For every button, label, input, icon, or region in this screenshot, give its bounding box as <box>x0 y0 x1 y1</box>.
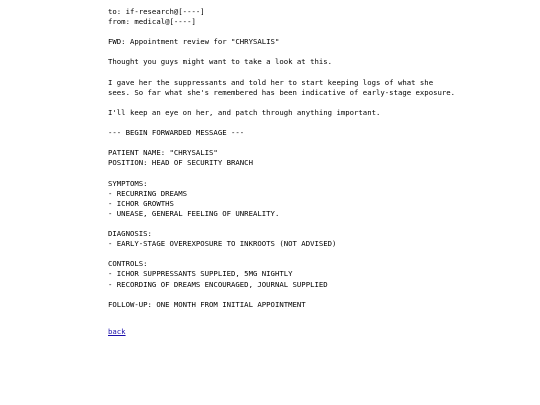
to-address: to: if-research@[----] <box>108 7 205 16</box>
email-document <box>108 7 528 337</box>
spacer <box>108 310 528 327</box>
spacer <box>108 27 528 37</box>
spacer <box>108 138 528 148</box>
diagnosis-item: - EARLY-STAGE OVEREXPOSURE TO INKROOTS (NOT ADVISED) <box>108 239 337 249</box>
spacer <box>108 169 528 179</box>
spacer <box>108 118 528 128</box>
symptom-item: - ICHOR GROWTHS <box>108 198 174 208</box>
symptom-item: - UNEASE, GENERAL FEELING OF UNREALITY. <box>108 208 280 218</box>
control-item: - RECORDING OF DREAMS ENCOURAGED, JOURNAL SUPPLIED <box>108 279 328 289</box>
followup-text: FOLLOW-UP: ONE MONTH FROM INITIAL APPOINTMENT <box>108 299 306 309</box>
diagnosis-heading: DIAGNOSIS: <box>108 229 152 239</box>
forward-banner: --- BEGIN FORWARDED MESSAGE --- <box>108 128 245 138</box>
body-line-2: sees. So far what she's remembered has been indicative of early-stage exposure. <box>108 87 456 97</box>
email-subject: FWD: Appointment review for "CHRYSALIS" <box>108 37 280 47</box>
patient-name: PATIENT NAME: "CHRYSALIS" <box>108 148 218 158</box>
spacer <box>108 290 528 300</box>
spacer <box>108 249 528 259</box>
patient-position: POSITION: HEAD OF SECURITY BRANCH <box>108 158 253 168</box>
spacer <box>108 47 528 57</box>
body-line-1: I gave her the suppressants and told her to start keeping logs of what she <box>108 77 434 87</box>
spacer <box>108 68 528 78</box>
control-item: - ICHOR SUPPRESSANTS SUPPLIED, 5MG NIGHTLY <box>108 269 293 279</box>
symptom-item: - RECURRING DREAMS <box>108 188 188 198</box>
back-link[interactable]: back <box>108 326 126 336</box>
symptoms-heading: SYMPTOMS: <box>108 178 148 188</box>
spacer <box>108 98 528 108</box>
intro-text: Thought you guys might want to take a look at this. <box>108 57 333 67</box>
closing-text: I'll keep an eye on her, and patch through anything important. <box>108 107 381 117</box>
spacer <box>108 219 528 229</box>
from-address: from: medical@[----] <box>108 17 196 27</box>
controls-heading: CONTROLS: <box>108 259 148 269</box>
